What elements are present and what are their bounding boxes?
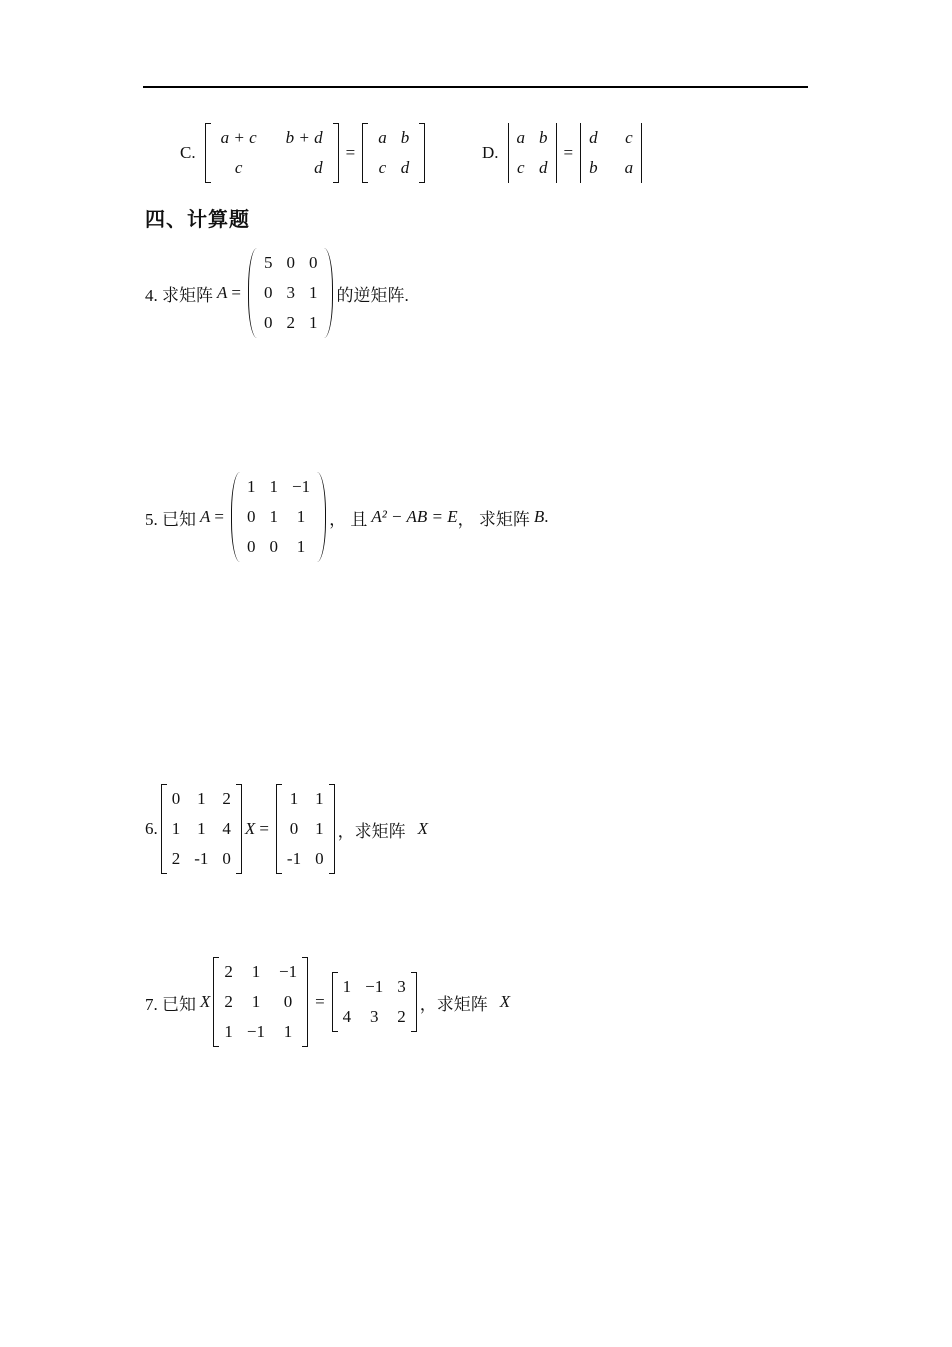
q5-suffix: ， 求矩阵	[457, 509, 530, 529]
q5-matrix	[231, 472, 326, 562]
matrix-cell: −1	[291, 477, 311, 496]
matrix-cell: 3	[286, 283, 295, 302]
q4-prefix: 4. 求矩阵	[145, 285, 213, 305]
matrix-cell: c	[517, 158, 525, 177]
matrix-cell: 0	[222, 849, 231, 868]
matrix-cell: 1	[296, 507, 306, 526]
matrix-cell: 1	[197, 789, 206, 808]
matrix-cell: 2	[171, 849, 181, 868]
matrix-cell: −1	[246, 1022, 265, 1041]
matrix-cell: −1	[278, 962, 298, 981]
matrix-cell: d	[539, 158, 548, 177]
matrix-cell: 1	[269, 507, 278, 526]
matrix-cell: -1	[286, 849, 302, 868]
matrix-cell: d	[314, 158, 323, 177]
q7-prefix: 7. 已知	[145, 994, 196, 1014]
matrix-cell: 0	[315, 849, 324, 868]
q6-variable: X	[244, 819, 256, 838]
matrix-cell: 0	[289, 819, 299, 838]
matrix-cell: 1	[308, 283, 318, 302]
matrix-cell: a	[516, 128, 526, 147]
matrix-cell: 2	[397, 1007, 406, 1026]
matrix-cell: 2	[286, 313, 295, 332]
q4-matrix	[248, 248, 334, 338]
q5-end: .	[544, 507, 549, 526]
matrix-cell: 4	[342, 1007, 352, 1026]
q5-variable: A	[200, 507, 211, 526]
matrix-cell: 1	[251, 962, 261, 981]
matrix-cell: −1	[365, 977, 384, 996]
q6-rhs-matrix	[276, 784, 335, 874]
matrix-cell: 2	[222, 789, 231, 808]
option-c-left-matrix	[205, 123, 339, 183]
q6-target: X	[417, 819, 428, 838]
matrix-cell: b	[400, 128, 410, 147]
equals-sign: =	[563, 143, 574, 162]
matrix-cell: 1	[308, 313, 318, 332]
matrix-cell: a	[624, 158, 634, 177]
matrix-cell: 3	[369, 1007, 379, 1026]
matrix-cell: 1	[289, 789, 299, 808]
matrix-cell: 1	[251, 992, 261, 1011]
matrix-cell: 0	[246, 537, 256, 556]
matrix-cell: 0	[283, 992, 293, 1011]
matrix-cell: 0	[286, 253, 295, 272]
q5-target: B	[533, 507, 545, 526]
q4-suffix: 的逆矩阵.	[336, 285, 409, 305]
question-7	[145, 957, 510, 1047]
matrix-cell: 1	[224, 1022, 233, 1041]
q5-prefix: 5. 已知	[145, 509, 196, 529]
q5-equation: A² − AB = E	[371, 507, 458, 526]
equals-sign: =	[345, 143, 356, 162]
q5-mid: ， 且	[329, 509, 368, 529]
matrix-cell: a	[378, 128, 387, 147]
section-title: 四、计算题	[145, 207, 250, 231]
matrix-cell: 0	[269, 537, 278, 556]
matrix-cell: 1	[269, 477, 278, 496]
question-4	[145, 248, 409, 338]
matrix-cell: 0	[263, 283, 273, 302]
option-d-left-determinant	[508, 123, 557, 183]
matrix-cell: c	[625, 128, 633, 147]
matrix-cell: 3	[397, 977, 406, 996]
question-6	[145, 784, 428, 874]
matrix-cell: b	[539, 128, 548, 147]
matrix-cell: b + d	[285, 128, 323, 147]
matrix-cell: 0	[308, 253, 318, 272]
q7-suffix: ，求矩阵	[419, 994, 488, 1014]
matrix-cell: -1	[194, 849, 209, 868]
matrix-cell: 1	[171, 819, 181, 838]
q7-variable: X	[200, 992, 211, 1011]
matrix-cell: 2	[224, 992, 233, 1011]
option-c	[180, 123, 428, 183]
matrix-cell: 1	[246, 477, 256, 496]
matrix-cell: 5	[263, 253, 273, 272]
option-c-label: C.	[180, 143, 196, 162]
matrix-cell: d	[400, 158, 410, 177]
header-rule	[143, 86, 808, 88]
q6-suffix: ，求矩阵	[337, 821, 406, 841]
matrix-cell: d	[589, 128, 598, 147]
q6-prefix: 6.	[145, 819, 158, 838]
equals-sign: =	[315, 992, 325, 1011]
q6-matrix	[161, 784, 242, 874]
matrix-cell: 1	[315, 789, 324, 808]
q7-target: X	[499, 992, 511, 1011]
matrix-cell: 0	[171, 789, 181, 808]
matrix-cell: 0	[246, 507, 256, 526]
option-d-label: D.	[482, 143, 499, 162]
matrix-cell: 1	[283, 1022, 293, 1041]
option-c-right-matrix	[362, 123, 425, 183]
matrix-cell: 1	[315, 819, 324, 838]
matrix-cell: c	[234, 158, 243, 177]
q7-rhs-matrix	[332, 972, 417, 1032]
matrix-cell: 1	[296, 537, 306, 556]
option-d	[482, 123, 645, 183]
option-d-right-determinant	[580, 123, 642, 183]
matrix-cell: 4	[222, 819, 231, 838]
matrix-cell: c	[378, 158, 387, 177]
matrix-cell: 1	[197, 819, 206, 838]
matrix-cell: 0	[263, 313, 273, 332]
matrix-cell: b	[589, 158, 598, 177]
matrix-cell: 1	[342, 977, 352, 996]
equals-sign: =	[214, 507, 224, 526]
q7-matrix	[213, 957, 308, 1047]
question-5	[145, 472, 549, 562]
matrix-cell: 2	[224, 962, 233, 981]
matrix-cell: a + c	[220, 128, 257, 147]
q4-variable: A	[217, 283, 228, 302]
equals-sign: =	[259, 819, 269, 838]
equals-sign: =	[231, 283, 241, 302]
